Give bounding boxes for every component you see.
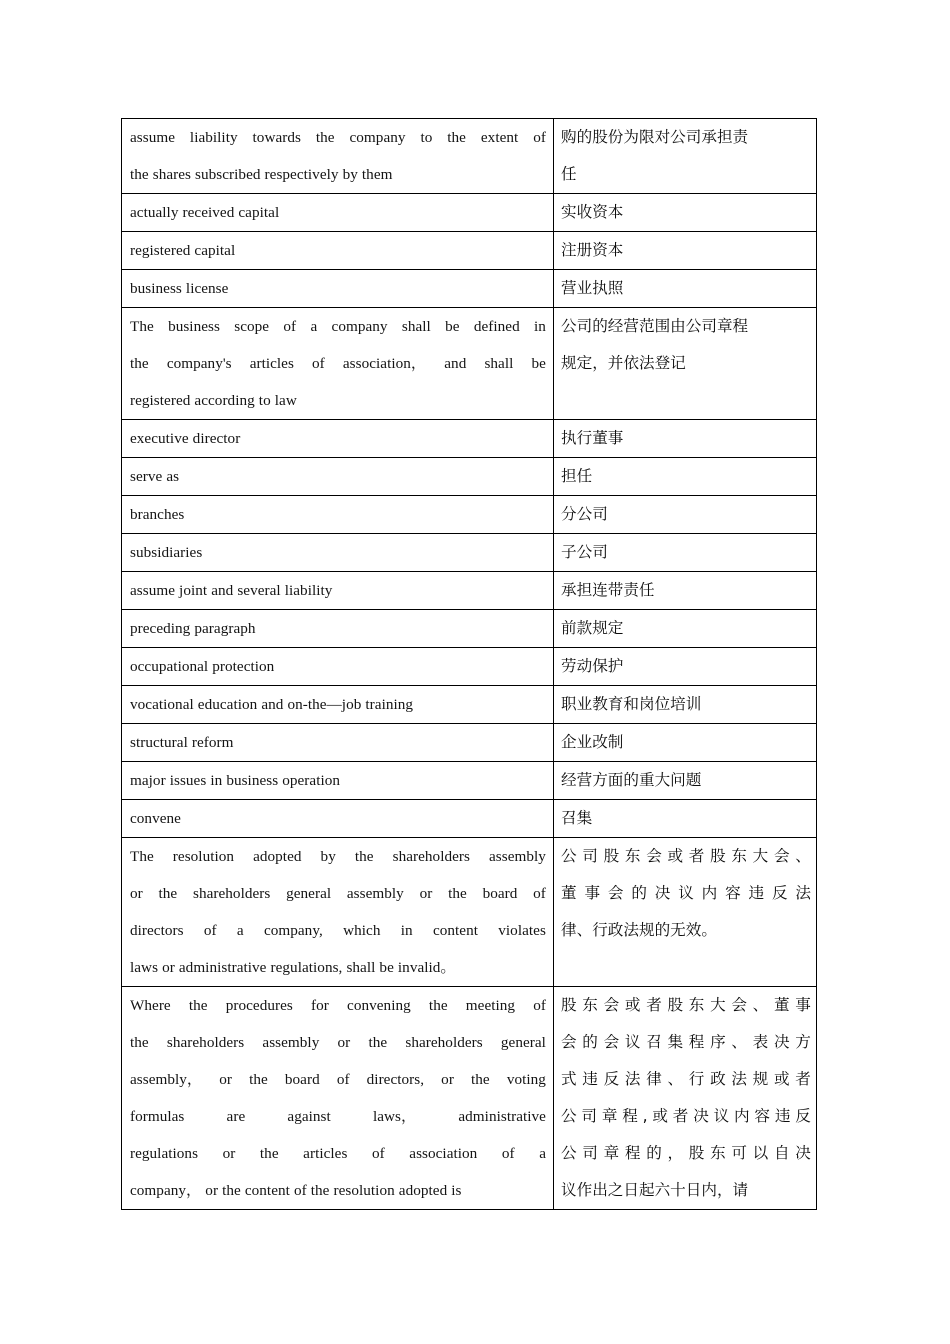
glossary-zh-cell [554,308,817,420]
glossary-en-cell [122,800,554,838]
glossary-zh-text: 前款规定 [561,619,624,637]
glossary-table [121,118,817,1210]
glossary-en-cell [122,724,554,762]
glossary-en-cell [122,987,554,1210]
table-row [122,648,817,686]
glossary-zh-text: 营业执照 [561,279,624,297]
table-row [122,610,817,648]
table-row [122,496,817,534]
glossary-en-text: assume joint and several liability [130,582,333,599]
glossary-en-text: serve as [130,468,180,485]
table-row [122,572,817,610]
glossary-zh-cell [554,724,817,762]
glossary-en-cell [122,686,554,724]
table-row [122,800,817,838]
glossary-zh-cell [554,648,817,686]
glossary-en-cell [122,232,554,270]
glossary-en-cell [122,420,554,458]
glossary-zh-text: 担任 [561,467,593,485]
glossary-zh-cell [554,572,817,610]
glossary-en-text: Where the procedures for convening the meeting of the shareholders assembly or the shareholders general assembly， or the board of directors, or the voting formulas are against laws， administrative regulations or the articles of association of a company， or the content of the resolution adopted is [130,997,546,1199]
table-row [122,724,817,762]
glossary-en-cell [122,496,554,534]
glossary-en-cell [122,270,554,308]
table-row [122,270,817,308]
glossary-en-text: structural reform [130,734,234,751]
glossary-en-text: registered capital [130,242,236,259]
glossary-table-body [122,119,817,1210]
table-row [122,420,817,458]
glossary-en-cell [122,308,554,420]
glossary-en-cell [122,610,554,648]
glossary-en-cell [122,762,554,800]
line-spacer [561,382,811,419]
glossary-table-container [121,118,816,1210]
glossary-zh-cell [554,987,817,1210]
glossary-en-cell [122,534,554,572]
glossary-en-text: vocational education and on-the—job training [130,696,414,713]
glossary-en-text: actually received capital [130,204,280,221]
table-row [122,458,817,496]
glossary-zh-text: 实收资本 [561,203,624,221]
glossary-zh-text: 购的股份为限对公司承担责 任 [561,128,749,183]
glossary-zh-text: 公司的经营范围由公司章程 规定，并依法登记 [554,308,816,419]
table-row [122,838,817,987]
glossary-en-text: major issues in business operation [130,772,341,789]
glossary-en-cell [122,572,554,610]
glossary-en-cell [122,648,554,686]
glossary-zh-cell [554,686,817,724]
glossary-zh-text: 子公司 [561,543,608,561]
glossary-zh-cell [554,496,817,534]
table-row [122,534,817,572]
glossary-zh-cell [554,119,817,194]
glossary-en-cell [122,194,554,232]
glossary-en-text: subsidiaries [130,544,203,561]
glossary-zh-cell [554,838,817,987]
glossary-zh-cell [554,420,817,458]
glossary-zh-text: 职业教育和岗位培训 [561,695,702,713]
glossary-zh-text: 注册资本 [561,241,624,259]
table-row [122,686,817,724]
glossary-en-text: business license [130,280,229,297]
glossary-zh-cell [554,534,817,572]
glossary-zh-text: 股 东 会 或 者 股 东 大 会 、 董 事 会 的 会 议 召 集 程 序 、 表 决 方 式 违 反 法 律 、 行 政 法 规 或 者 公 司 章 程 , 或 者 决 议 内 容 违 反 公 司 章 程 的 ， 股 东 可 以 自 决 议作出之日起六十日内，请 [561,996,811,1199]
table-row [122,308,817,420]
glossary-zh-cell [554,800,817,838]
glossary-zh-cell [554,194,817,232]
glossary-zh-text: 经营方面的重大问题 [561,771,702,789]
glossary-zh-text: 企业改制 [561,733,624,751]
glossary-zh-text: 承担连带责任 [561,581,655,599]
glossary-zh-cell [554,610,817,648]
glossary-en-text: The business scope of a company shall be defined in the company's articles of association， and shall be registered according to law [130,318,546,409]
glossary-zh-cell [554,270,817,308]
table-row [122,987,817,1210]
glossary-zh-text: 执行董事 [561,429,624,447]
glossary-zh-cell [554,762,817,800]
table-row [122,194,817,232]
line-spacer [561,949,811,986]
table-row [122,119,817,194]
table-row [122,232,817,270]
glossary-zh-text: 劳动保护 [561,657,624,675]
glossary-zh-text: 公 司 股 东 会 或 者 股 东 大 会 、 董 事 会 的 决 议 内 容 违 反 法 律、行政法规的无效。 [554,838,816,986]
glossary-en-cell [122,458,554,496]
table-row [122,762,817,800]
glossary-zh-cell [554,232,817,270]
glossary-en-text: convene [130,810,181,827]
glossary-zh-text: 召集 [561,809,593,827]
glossary-en-text: branches [130,506,185,523]
glossary-en-cell [122,838,554,987]
glossary-en-text: occupational protection [130,658,275,675]
glossary-en-text: preceding paragraph [130,620,256,637]
glossary-en-cell [122,119,554,194]
glossary-en-text: assume liability towards the company to the extent of the shares subscribed respectively by them [130,129,546,183]
glossary-en-text: The resolution adopted by the shareholders assembly or the shareholders general assembly or the board of directors of a company, which in content violates laws or administrative regulations, shall be invalid。 [130,848,546,976]
glossary-zh-text: 分公司 [561,505,608,523]
glossary-en-text: executive director [130,430,241,447]
glossary-zh-cell [554,458,817,496]
